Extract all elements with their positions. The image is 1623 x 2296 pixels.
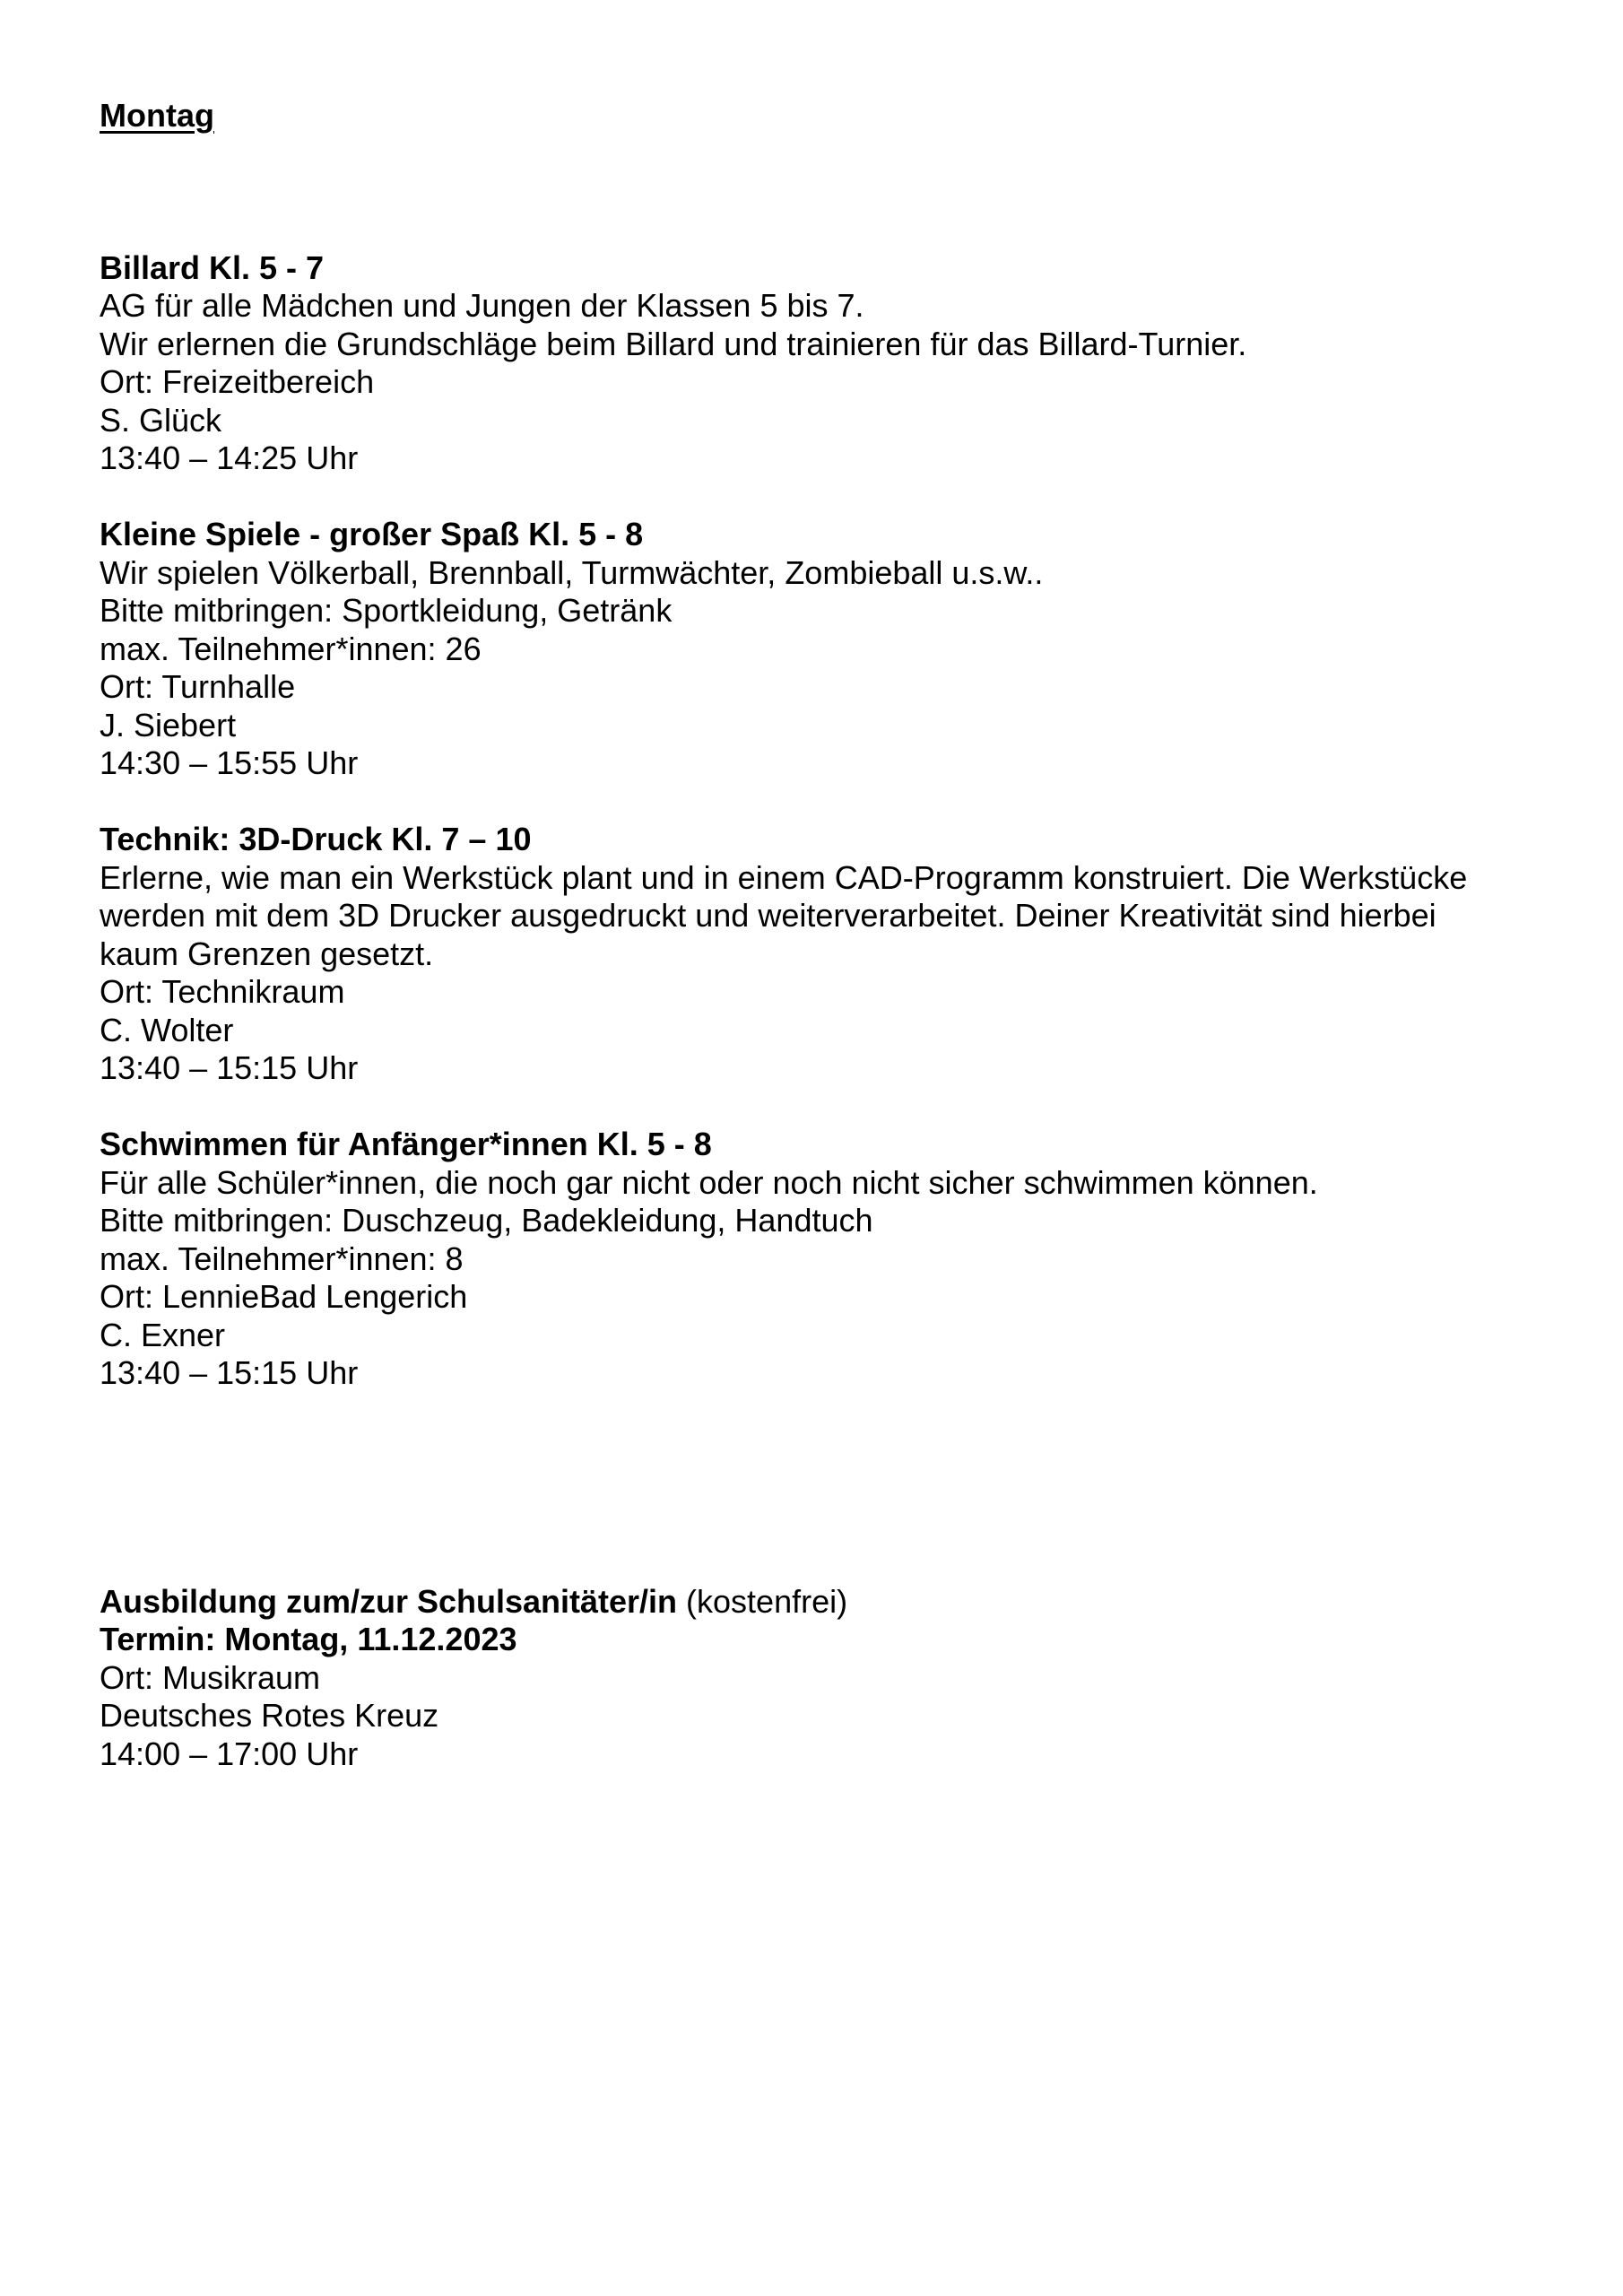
activity-location: Ort: Freizeitbereich bbox=[100, 363, 375, 400]
spacer bbox=[100, 1088, 1534, 1126]
document-content bbox=[100, 97, 1534, 1773]
activity-max-participants: max. Teilnehmer*innen: 26 bbox=[100, 630, 482, 667]
activity-title: Schwimmen für Anfänger*innen Kl. 5 - 8 bbox=[100, 1126, 712, 1162]
spacer bbox=[100, 783, 1534, 822]
activity-max-participants: max. Teilnehmer*innen: 8 bbox=[100, 1239, 464, 1277]
activity-requirements: Bitte mitbringen: Sportkleidung, Getränk bbox=[100, 592, 673, 629]
activity-description: Wir spielen Völkerball, Brennball, Turmwächter, Zombieball u.s.w.. bbox=[100, 553, 1044, 591]
special-date: Termin: Montag, 11.12.2023 bbox=[100, 1621, 517, 1657]
activity-teacher: C. Wolter bbox=[100, 1011, 234, 1048]
activity-teacher: C. Exner bbox=[100, 1316, 226, 1353]
activity-time: 13:40 – 15:15 Uhr bbox=[100, 1354, 359, 1391]
spacer bbox=[100, 478, 1534, 517]
special-title: Ausbildung zum/zur Schulsanitäter/in bbox=[100, 1582, 678, 1620]
activity-description: Wir erlernen die Grundschläge beim Billard und trainieren für das Billard-Turnier. bbox=[100, 325, 1247, 362]
activity-3d-druck bbox=[100, 821, 1534, 1088]
special-title-note: (kostenfrei) bbox=[677, 1582, 848, 1620]
activity-teacher: S. Glück bbox=[100, 401, 222, 439]
activity-description: AG für alle Mädchen und Jungen der Klassen 5 bis 7. bbox=[100, 287, 864, 324]
activity-description: kaum Grenzen gesetzt. bbox=[100, 935, 434, 972]
activity-time: 14:30 – 15:55 Uhr bbox=[100, 744, 359, 781]
special-location: Ort: Musikraum bbox=[100, 1658, 321, 1696]
activity-location: Ort: Technikraum bbox=[100, 973, 345, 1010]
activity-schwimmen bbox=[100, 1126, 1534, 1393]
activity-location: Ort: Turnhalle bbox=[100, 668, 296, 705]
activity-title: Technik: 3D-Druck Kl. 7 – 10 bbox=[100, 821, 532, 857]
activity-description: Für alle Schüler*innen, die noch gar nicht oder noch nicht sicher schwimmen können. bbox=[100, 1163, 1318, 1201]
activity-title: Billard Kl. 5 - 7 bbox=[100, 248, 325, 286]
day-heading: Montag bbox=[100, 97, 214, 134]
special-event-schulsanitaeter bbox=[100, 1583, 1534, 1774]
activity-location: Ort: LennieBad Lengerich bbox=[100, 1278, 468, 1315]
special-time: 14:00 – 17:00 Uhr bbox=[100, 1735, 359, 1772]
activity-title: Kleine Spiele - großer Spaß Kl. 5 - 8 bbox=[100, 516, 644, 552]
activity-requirements: Bitte mitbringen: Duschzeug, Badekleidung, Handtuch bbox=[100, 1202, 873, 1239]
activity-description: werden mit dem 3D Drucker ausgedruckt und weiterverarbeitet. Deiner Kreativität sind hierbei bbox=[100, 897, 1436, 934]
activity-billard bbox=[100, 249, 1534, 478]
spacer bbox=[100, 1393, 1534, 1583]
activity-time: 13:40 – 14:25 Uhr bbox=[100, 439, 359, 476]
special-title-line bbox=[100, 1583, 1534, 1622]
activity-description: Erlerne, wie man ein Werkstück plant und in einem CAD-Programm konstruiert. Die Werkstücke bbox=[100, 858, 1468, 896]
activity-time: 13:40 – 15:15 Uhr bbox=[100, 1049, 359, 1086]
activity-teacher: J. Siebert bbox=[100, 706, 237, 744]
spacer bbox=[100, 135, 1534, 249]
activity-kleine-spiele bbox=[100, 516, 1534, 783]
special-organizer: Deutsches Rotes Kreuz bbox=[100, 1697, 439, 1734]
